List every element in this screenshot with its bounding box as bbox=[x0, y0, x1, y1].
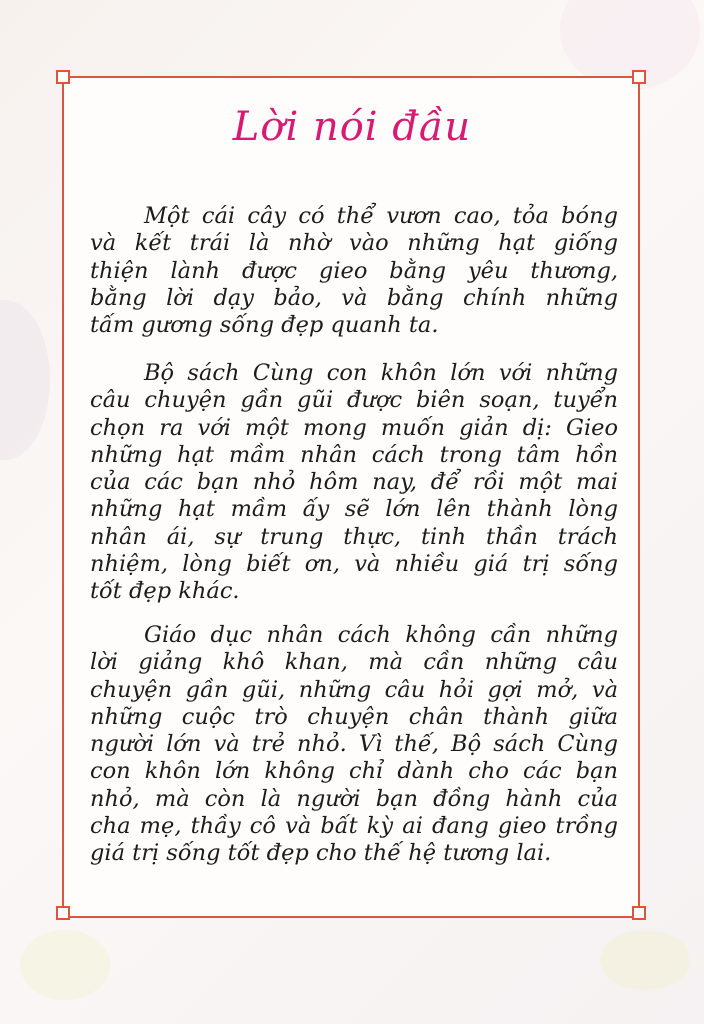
text-line: chọn ra với một mong muốn giản dị: Gieo bbox=[90, 414, 618, 441]
paragraph-1 bbox=[90, 203, 618, 339]
frame-corner bbox=[56, 906, 70, 920]
text-line: và kết trái là nhờ vào những hạt giống bbox=[90, 230, 618, 257]
paragraph-3 bbox=[90, 622, 618, 868]
text-line: con khôn lớn không chỉ dành cho các bạn bbox=[90, 758, 618, 785]
frame-corner bbox=[632, 70, 646, 84]
paragraph-2 bbox=[90, 360, 618, 606]
text-line: người lớn và trẻ nhỏ. Vì thế, Bộ sách Cùng bbox=[90, 731, 618, 758]
text-line: giá trị sống tốt đẹp cho thế hệ tương lai. bbox=[90, 840, 552, 867]
text-line: lời giảng khô khan, mà cần những câu bbox=[90, 649, 618, 676]
text-line: câu chuyện gần gũi được biên soạn, tuyển bbox=[90, 387, 618, 414]
text-line: Bộ sách Cùng con khôn lớn với những bbox=[144, 360, 618, 386]
text-line: cha mẹ, thầy cô và bất kỳ ai đang gieo trồng bbox=[90, 813, 618, 840]
text-line: những hạt mầm nhân cách trong tâm hồn bbox=[90, 441, 618, 468]
text-line: chuyện gần gũi, những câu hỏi gợi mở, và bbox=[90, 676, 618, 703]
text-line: bằng lời dạy bảo, và bằng chính những bbox=[90, 284, 618, 311]
text-line: thiện lành được gieo bằng yêu thương, bbox=[90, 257, 618, 284]
text-line: của các bạn nhỏ hôm nay, để rồi một mai bbox=[90, 469, 618, 496]
frame-corner bbox=[632, 906, 646, 920]
text-line: những hạt mầm ấy sẽ lớn lên thành lòng bbox=[90, 496, 618, 523]
text-line: những cuộc trò chuyện chân thành giữa bbox=[90, 703, 618, 730]
text-line: tốt đẹp khác. bbox=[90, 578, 240, 605]
text-line: nhỏ, mà còn là người bạn đồng hành của bbox=[90, 785, 618, 812]
text-line: Giáo dục nhân cách không cần những bbox=[144, 622, 618, 648]
background-leaf bbox=[600, 930, 690, 990]
text-line: tấm gương sống đẹp quanh ta. bbox=[90, 312, 439, 339]
page-title: Lời nói đầu bbox=[232, 104, 472, 150]
text-line: nhiệm, lòng biết ơn, và nhiều giá trị sống bbox=[90, 551, 618, 578]
frame-corner bbox=[56, 70, 70, 84]
background-flower bbox=[0, 300, 50, 460]
text-line: Một cái cây có thể vươn cao, tỏa bóng bbox=[144, 203, 618, 229]
text-line: nhân ái, sự trung thực, tinh thần trách bbox=[90, 523, 618, 550]
background-leaf bbox=[20, 930, 110, 1000]
